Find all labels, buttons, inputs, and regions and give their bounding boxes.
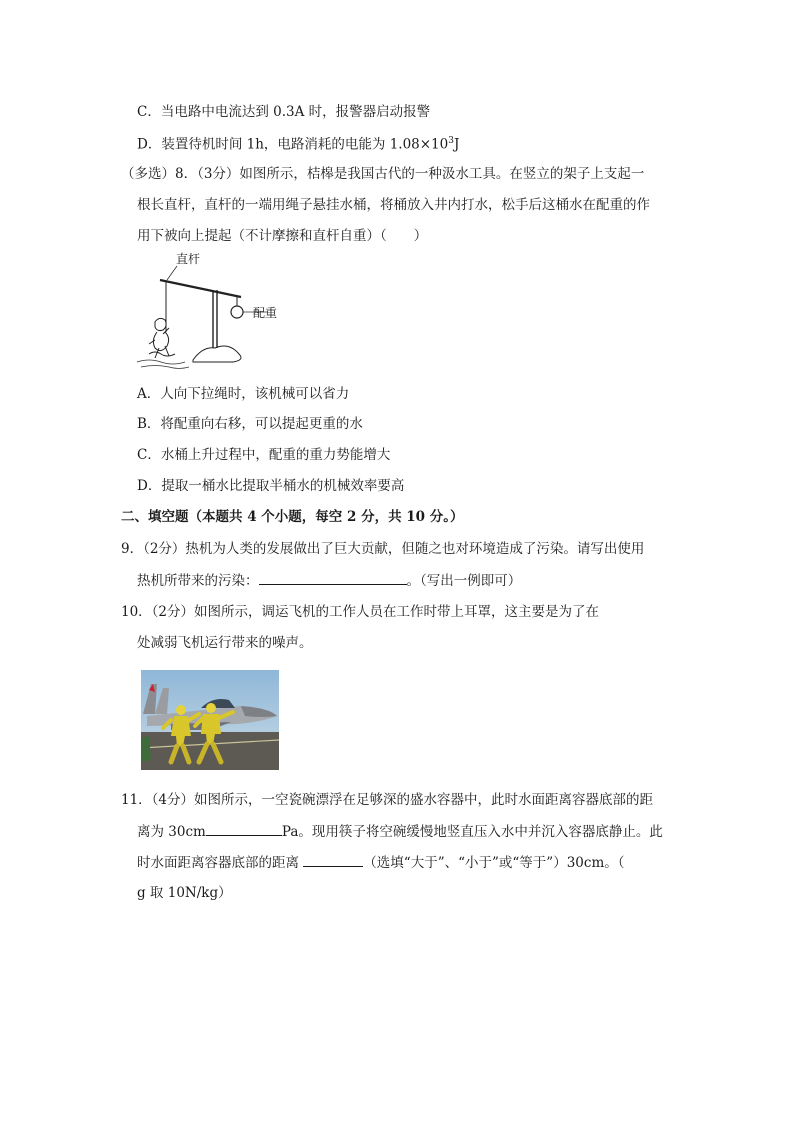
q8-option-a: A．人向下拉绳时，该机械可以省力: [137, 386, 350, 402]
q9-answer-blank[interactable]: [259, 570, 407, 585]
q7-option-d-unit: J: [453, 136, 460, 153]
q8-stem-line3: 用下被向上提起（不计摩擦和直杆自重）（ ）: [137, 228, 428, 244]
q11-line2-suffix: Pa。现用筷子将空碗缓慢地竖直压入水中并沉入容器底静止。此: [281, 824, 663, 840]
q11-stem-line1: 11．（4分）如图所示，一空瓷碗漂浮在足够深的盛水容器中，此时水面距离容器底部的距: [121, 792, 654, 808]
q11-line2-prefix: 离为 30cm: [137, 824, 206, 840]
q11-line3-suffix: （选填“大于”、“小于”或“等于”）30cm。（: [363, 855, 625, 871]
q8-option-d: D．提取一桶水比提取半桶水的机械效率要高: [137, 478, 405, 494]
q7-option-d-text: D．装置待机时间 1h，电路消耗的电能为 1.08×10: [137, 136, 449, 153]
q10-stem-line2: 处减弱飞机运行带来的噪声。: [137, 635, 313, 651]
q8-stem-line1: （多选）8．（3分）如图所示，桔槔是我国古代的一种汲水工具。在竖立的架子上支起一: [121, 166, 645, 182]
q8-option-b: B．将配重向右移，可以提起更重的水: [137, 416, 363, 432]
q9-stem-line1: 9．（2分）热机为人类的发展做出了巨大贡献，但随之也对环境造成了污染。请写出使用: [121, 541, 645, 557]
q11-answer-blank-1[interactable]: [206, 821, 282, 836]
q11-stem-line3: [137, 852, 625, 873]
q7-option-c: C．当电路中电流达到 0.3A 时，报警器启动报警: [137, 104, 431, 120]
q7-option-d-exponent: 3: [448, 136, 454, 146]
q11-stem-line4: g 取 10N/kg）: [137, 885, 232, 901]
q7-option-d: [137, 131, 459, 155]
aircraft-carrier-jet-photo: [141, 670, 279, 770]
figure-label-rod: 直杆: [176, 252, 201, 266]
q11-stem-line2: [137, 821, 663, 842]
q8-stem-line2: 根长直杆，直杆的一端用绳子悬挂水桶，将桶放入井内打水，松手后这桶水在配重的作: [137, 197, 650, 213]
q9-stem-line2: [137, 570, 521, 591]
q9-line2-suffix: 。（写出一例即可）: [406, 573, 522, 589]
q8-option-c: C．水桶上升过程中，配重的重力势能增大: [137, 447, 391, 463]
q9-line2-prefix: 热机所带来的污染：: [137, 573, 259, 589]
q11-answer-blank-2[interactable]: [303, 852, 363, 867]
figure-label-counterweight: 配重: [253, 306, 278, 320]
q11-line3-prefix: 时水面距离容器底部的距离: [137, 855, 304, 871]
section-heading-fill-in: 二、填空题（本题共 4 个小题，每空 2 分，共 10 分。）: [121, 509, 464, 525]
q10-stem-line1: 10．（2分）如图所示，调运飞机的工作人员在工作时带上耳罩，这主要是为了在: [121, 604, 600, 620]
